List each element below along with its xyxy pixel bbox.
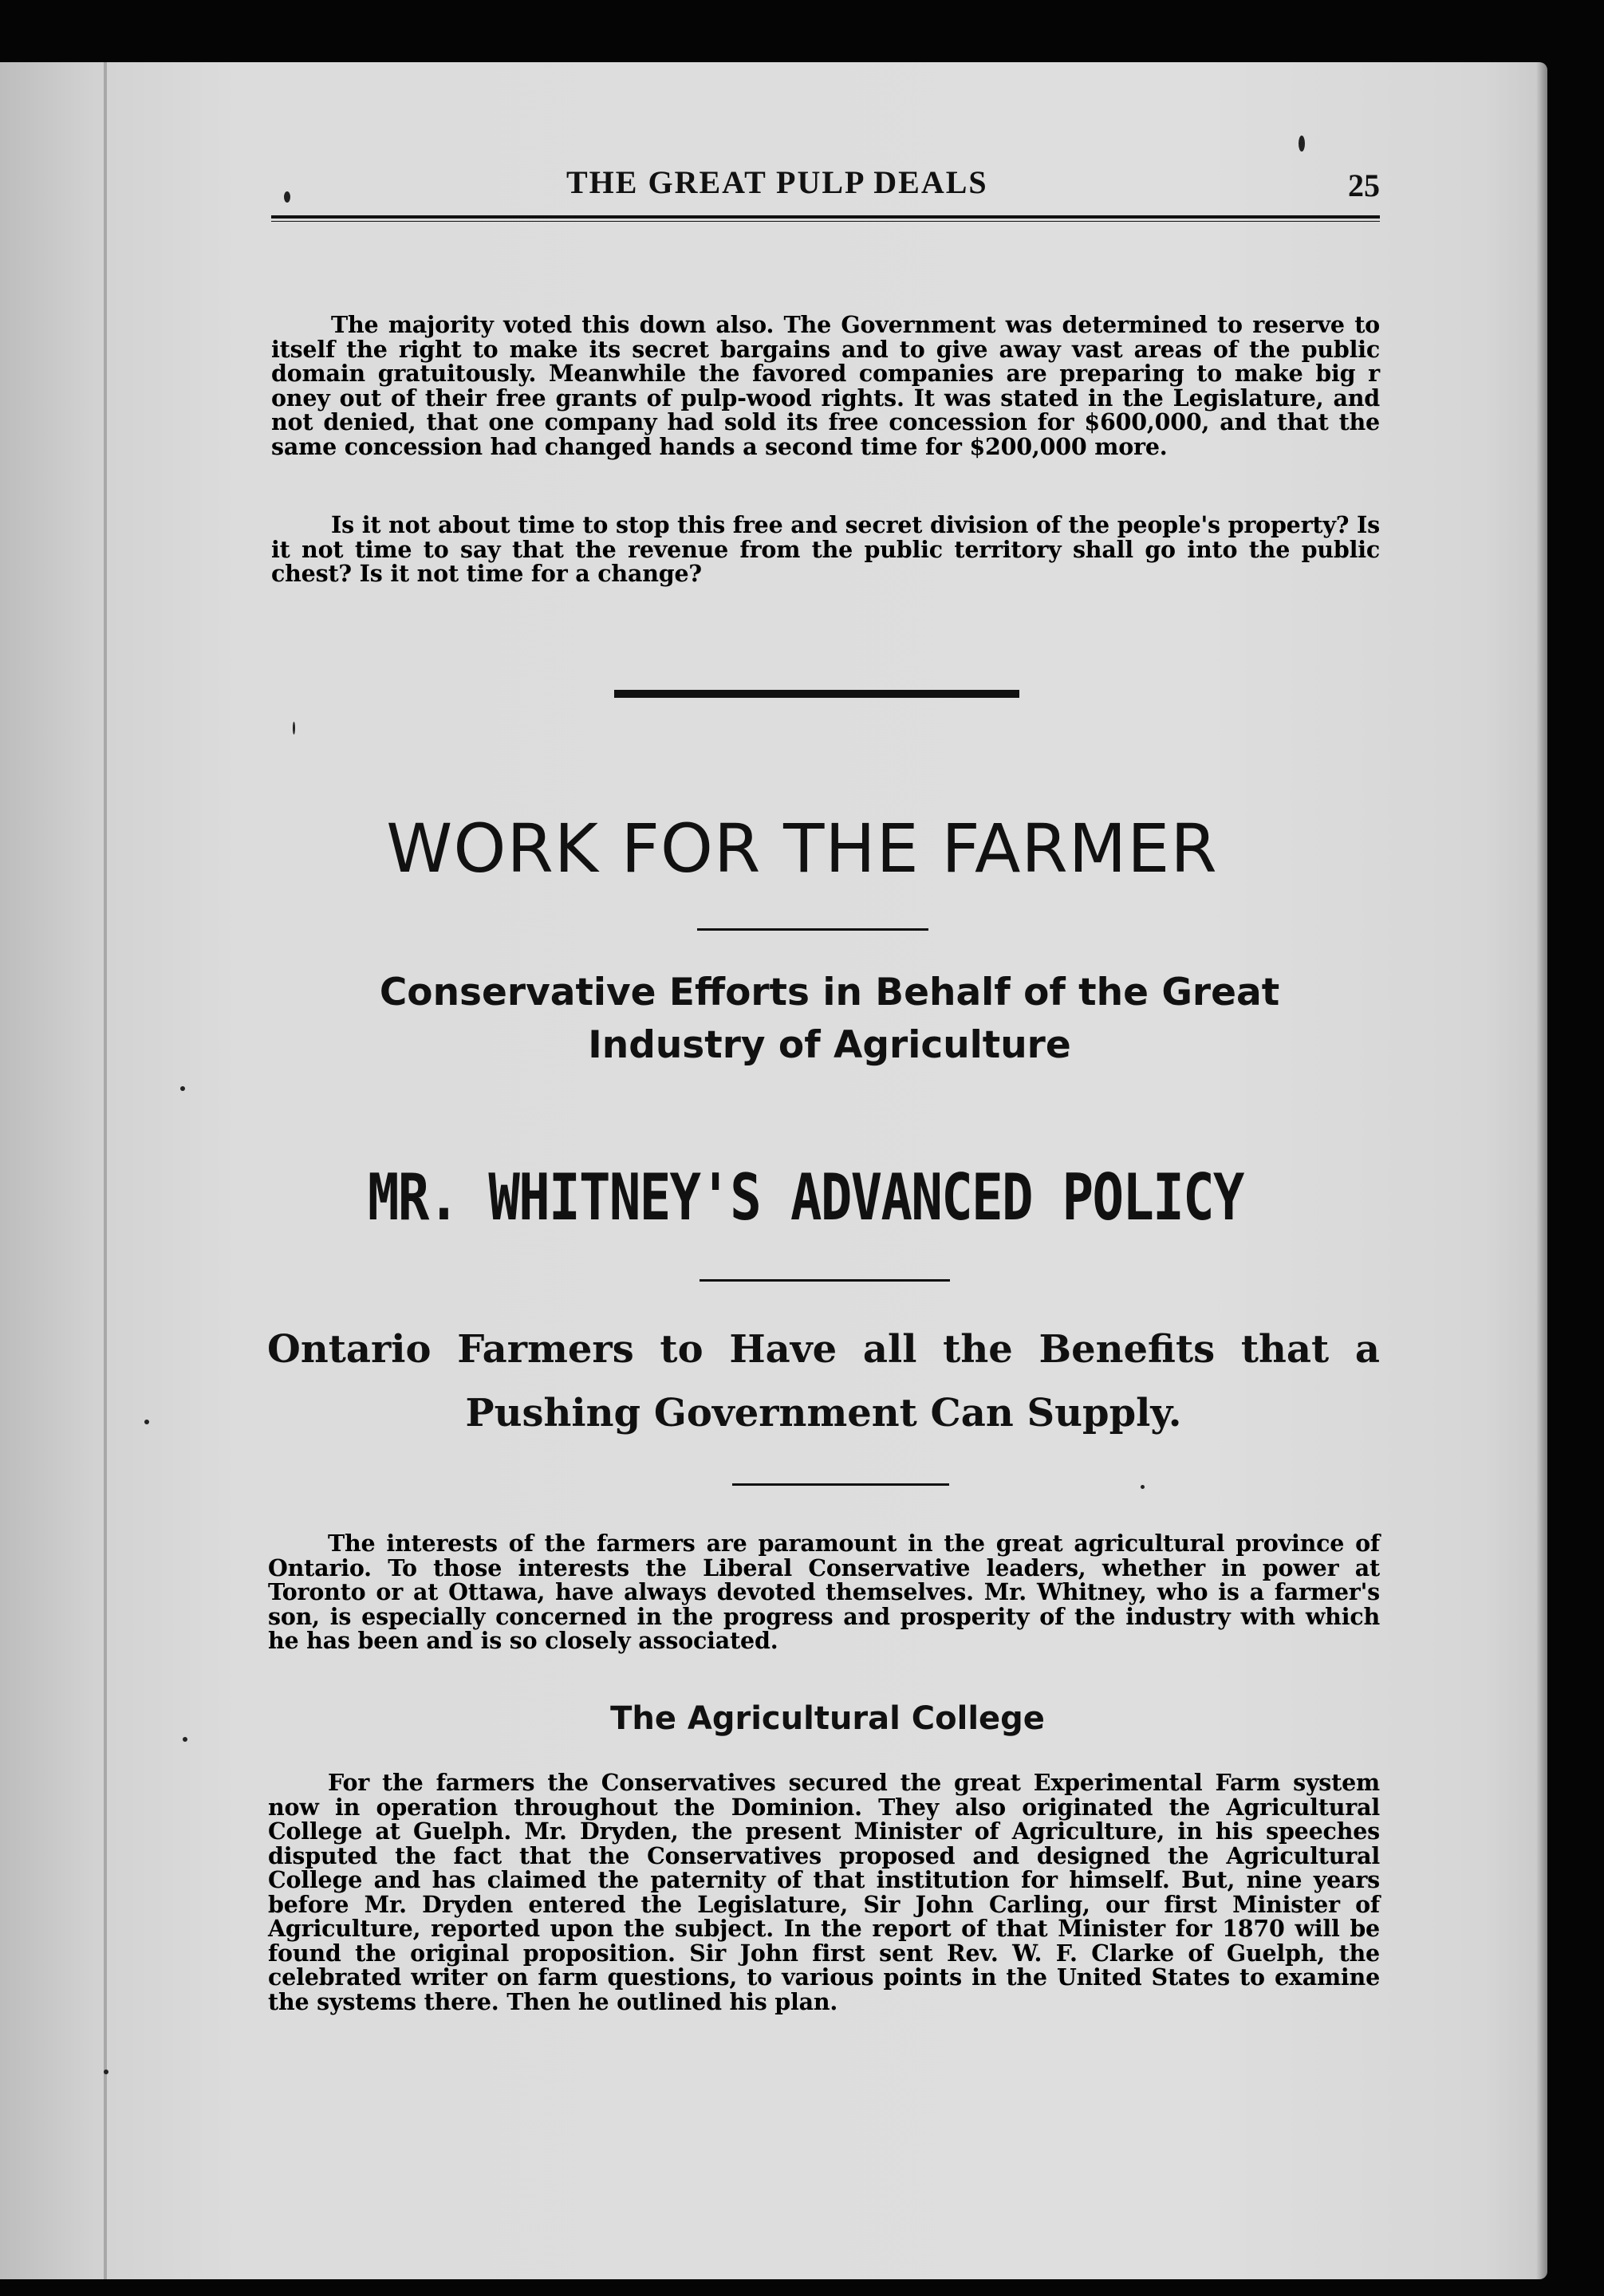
- agricultural-college-heading: The Agricultural College: [610, 1700, 1045, 1737]
- running-head: [271, 156, 1380, 203]
- running-head-rule: [271, 215, 1380, 222]
- pulp-paragraph-2: Is it not about time to stop this free and secret division of the people's property? Is it not time to say that the revenue from the public territory shall go into the public chest? Is it not time for a change?: [271, 511, 1380, 587]
- heading-rule-3: [732, 1483, 949, 1486]
- subheading-line-1: Conservative Efforts in Behalf of the Great: [379, 971, 1280, 1014]
- scan-speck: [183, 1737, 187, 1742]
- scan-speck: [284, 191, 290, 203]
- ontario-heading-line-1: Ontario Farmers to Have all the Benefits that a: [267, 1327, 1380, 1372]
- running-head-title: THE GREAT PULP DEALS: [566, 164, 988, 200]
- scan-speck: [144, 1420, 149, 1424]
- scan-speck: [1299, 136, 1305, 152]
- heading-rule-1: [697, 928, 928, 931]
- farmers-intro-paragraph: The interests of the farmers are paramount in the great agricultural province of Ontario. To those interests the Liberal Conservative leaders, whether in power at Toronto or at Ottawa, have always devoted themselves. Mr. Whitney, who is a farmer's son, is especially concerned in the progress and prosperity of the industry with which he has been and is so closely associated.: [268, 1530, 1380, 1654]
- conservative-efforts-subheading: [287, 967, 1372, 1072]
- page-gutter: [104, 62, 107, 2279]
- whitney-policy-heading: MR. WHITNEY'S ADVANCED POLICY: [368, 1160, 1243, 1235]
- scan-speck: [104, 2070, 108, 2074]
- scan-speck: [1141, 1485, 1145, 1489]
- page-edge-shadow: [1536, 62, 1547, 2279]
- subheading-line-2: Industry of Agriculture: [588, 1023, 1071, 1067]
- heading-rule-2: [700, 1279, 950, 1282]
- page-number: 25: [1348, 167, 1380, 203]
- ontario-farmers-heading: [267, 1317, 1380, 1445]
- ontario-heading-line-2: Pushing Government Can Supply.: [465, 1391, 1182, 1435]
- scan-speck: [180, 1086, 185, 1091]
- pulp-paragraph-1: The majority voted this down also. The Government was determined to reserve to itself the right to make its secret bargains and to give away vast areas of the public domain gratuitously. Meanwhile the favored companies are preparing to make big r oney out of their free grants of pulp-wood rights. It was stated in the Legislature, and not denied, that one company had sold its free concession for $600,000, and that the same concession had changed hands a second time for $200,000 more.: [271, 311, 1380, 460]
- section-divider: [614, 690, 1019, 698]
- work-for-farmer-heading: WORK FOR THE FARMER: [386, 809, 1218, 888]
- scan-speck: [293, 722, 295, 734]
- agricultural-college-paragraph: For the farmers the Conservatives secured the great Experimental Farm system now in operation throughout the Dominion. They also originated the Agricultural College at Guelph. Mr. Dryden, the present Minister of Agriculture, in his speeches disputed the fact that the Conservatives proposed and designed the Agricultural College and has claimed the paternity of that institution for himself. But, nine years before Mr. Dryden entered the Legislature, Sir John Carling, our first Minister of Agriculture, reported upon the subject. In the report of that Minister for 1870 will be found the original proposition. Sir John first sent Rev. W. F. Clarke of Guelph, the celebrated writer on farm questions, to various points in the United States to examine the systems there. Then he outlined his plan.: [268, 1769, 1380, 2015]
